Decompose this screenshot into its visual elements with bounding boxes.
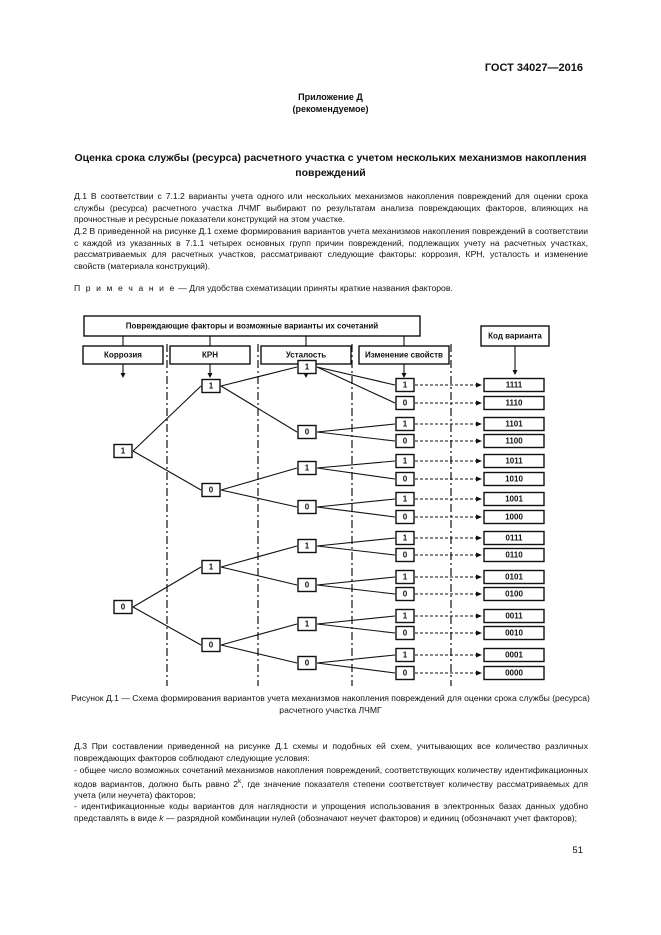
condition-1-text-b: , где значение показателя степени соответствует количеству рассматриваемых для учета (или неучета) факторов; xyxy=(74,778,588,801)
variant-code-14-label: 0001 xyxy=(505,650,523,660)
factor-krn-arrow-head xyxy=(208,373,213,378)
level3-node-3-label: 0 xyxy=(304,502,310,512)
edge-l2-3-b xyxy=(221,645,297,663)
variant-code-10-label: 0101 xyxy=(505,572,523,582)
edge-l2-2-b xyxy=(221,567,297,585)
level4-node-12-label: 1 xyxy=(402,611,408,621)
level3-node-7-label: 0 xyxy=(304,658,310,668)
appendix-status: (рекомендуемое) xyxy=(292,104,369,114)
edge-to-code-13-head xyxy=(476,631,482,636)
level4-node-9-label: 0 xyxy=(402,550,408,560)
edge-to-code-9-head xyxy=(476,553,482,558)
figure-caption: Рисунок Д.1 — Схема формирования вариантов учета механизмов накопления повреждений для оценки срока службы (ресурса) расчетного участка ЛЧМГ xyxy=(71,693,590,715)
level2-node-3-label: 0 xyxy=(208,640,214,650)
variant-code-9-label: 0110 xyxy=(505,550,523,560)
edge-l3-4-a xyxy=(317,538,395,546)
edge-to-code-15-head xyxy=(476,671,482,676)
edge-l3-1-b xyxy=(317,432,395,441)
edge-to-code-12-head xyxy=(476,614,482,619)
level3-node-6-label: 1 xyxy=(304,619,310,629)
level1-node-1-label: 0 xyxy=(120,602,126,612)
level3-node-1-label: 0 xyxy=(304,427,310,437)
note-text: — Для удобства схематизации приняты краткие названия факторов. xyxy=(175,283,453,293)
factor-krn-label: КРН xyxy=(202,350,218,360)
condition-item-2 xyxy=(74,801,588,824)
edge-l2-2-a xyxy=(221,546,297,567)
edge-l2-3-a xyxy=(221,624,297,645)
level4-node-1-label: 0 xyxy=(402,398,408,408)
level3-node-0-label: 1 xyxy=(304,362,310,372)
edge-l3-7-b xyxy=(317,663,395,673)
edge-to-code-11-head xyxy=(476,592,482,597)
page-number: 51 xyxy=(572,845,583,856)
level4-node-7-label: 0 xyxy=(402,512,408,522)
variant-code-8-label: 0111 xyxy=(505,533,523,543)
edge-l3-0-a xyxy=(317,367,395,385)
level4-node-10-label: 1 xyxy=(402,572,408,582)
variant-code-12-label: 0011 xyxy=(505,611,523,621)
factor-corrosion-arrow-head xyxy=(121,373,126,378)
variant-code-7-label: 1000 xyxy=(505,512,523,522)
edge-l3-2-a xyxy=(317,461,395,468)
edge-l3-4-b xyxy=(317,546,395,555)
level4-node-15-label: 0 xyxy=(402,668,408,678)
level3-node-4-label: 1 xyxy=(304,541,310,551)
edge-l3-7-a xyxy=(317,655,395,663)
factor-fatigue-label: Усталость xyxy=(285,350,327,360)
edge-l3-6-b xyxy=(317,624,395,633)
code-arrow-head xyxy=(513,370,518,375)
edge-to-code-1-head xyxy=(476,401,482,406)
variant-code-3-label: 1100 xyxy=(505,436,523,446)
variant-code-0-label: 1111 xyxy=(505,380,523,390)
factor-corrosion-label: Коррозия xyxy=(104,350,142,360)
level4-node-14-label: 1 xyxy=(402,650,408,660)
level3-node-2-label: 1 xyxy=(304,463,310,473)
variant-code-11-label: 0100 xyxy=(505,589,523,599)
edge-l3-0-b xyxy=(317,367,395,403)
edge-l3-2-b xyxy=(317,468,395,479)
edge-l3-3-b xyxy=(317,507,395,517)
exponent-k: k xyxy=(238,778,242,785)
paragraph-d1: Д.1 В соответствии с 7.1.2 варианты учета одного или нескольких механизмов накопления повреждений для оценки срока службы (ресурса) расчетного участка ЛЧМГ выбирают по результатам анализа повреждающих факторов, влияющих на прочностные и ресурсные показатели конструкций на этом участке. xyxy=(74,191,588,225)
edge-to-code-2-head xyxy=(476,422,482,427)
condition-2-text-b: — разрядной комбинации нулей (обозначают неучет факторов) и единиц (обозначают учет факторов); xyxy=(163,812,578,823)
level4-node-5-label: 0 xyxy=(402,474,408,484)
paragraph-d2: Д.2 В приведенной на рисунке Д.1 схеме формирования вариантов учета механизмов накопления повреждений в соответствии с каждой из указанных в 7.1.1 четырех основных групп причин повреждений, подлежащих учету на расчетных участках, рассматриваемых для расчетных участков, рассматривают следующие факторы: коррозия, КРН, усталость и изменение свойств (материала конструкций). xyxy=(74,226,588,271)
level4-node-3-label: 0 xyxy=(402,436,408,446)
variant-code-15-label: 0000 xyxy=(505,668,523,678)
variant-code-1-label: 1110 xyxy=(505,398,523,408)
level4-node-4-label: 1 xyxy=(402,456,408,466)
level4-node-13-label: 0 xyxy=(402,628,408,638)
edge-to-code-3-head xyxy=(476,439,482,444)
edge-to-code-8-head xyxy=(476,536,482,541)
edge-l3-6-a xyxy=(317,616,395,624)
edge-to-code-10-head xyxy=(476,575,482,580)
edge-to-code-14-head xyxy=(476,653,482,658)
condition-item-1 xyxy=(74,765,588,802)
edge-to-code-0-head xyxy=(476,383,482,388)
edge-l3-1-a xyxy=(317,424,395,432)
edge-to-code-6-head xyxy=(476,497,482,502)
edge-l3-5-a xyxy=(317,577,395,585)
condition-2-text-a: - идентификационные коды вариантов для наглядности и упрощения использования в электронных базах данных удобно представлять в виде xyxy=(74,801,588,823)
paragraph-d3: Д.3 При составлении приведенной на рисунке Д.1 схемы и подобных ей схем, учитывающих все количество различных повреждающих факторов соблюдают следующие условия: xyxy=(74,741,588,763)
edge-l2-0-a xyxy=(221,367,297,386)
code-header-label: Код варианта xyxy=(488,331,542,341)
edge-l2-1-a xyxy=(221,468,297,490)
level4-node-11-label: 0 xyxy=(402,589,408,599)
variant-code-5-label: 1010 xyxy=(505,474,523,484)
level2-node-0-label: 1 xyxy=(208,381,214,391)
note-label: П р и м е ч а н и е xyxy=(74,283,176,293)
appendix-title: Приложение Д xyxy=(298,92,363,102)
factor-property-change-label: Изменение свойств xyxy=(365,350,443,360)
edge-to-code-5-head xyxy=(476,477,482,482)
variant-code-4-label: 1011 xyxy=(505,456,523,466)
factor-property-change-arrow-head xyxy=(402,373,407,378)
edge-to-code-4-head xyxy=(476,459,482,464)
standard-number: ГОСТ 34027—2016 xyxy=(484,62,583,74)
variant-code-2-label: 1101 xyxy=(505,419,523,429)
level4-node-6-label: 1 xyxy=(402,494,408,504)
variant-code-6-label: 1001 xyxy=(505,494,523,504)
k-variable: k xyxy=(159,812,164,823)
level2-node-2-label: 1 xyxy=(208,562,214,572)
level1-node-0-label: 1 xyxy=(120,446,126,456)
factors-header-label: Повреждающие факторы и возможные варианты их сочетаний xyxy=(125,321,379,331)
level4-node-0-label: 1 xyxy=(402,380,408,390)
condition-1-text-a: - общее число возможных сочетаний механизмов накопления повреждений, соответствующих количеству идентификационных кодов вариантов, должно быть равно 2 xyxy=(74,765,588,789)
edge-to-code-7-head xyxy=(476,515,482,520)
edge-l2-0-b xyxy=(221,386,297,432)
level2-node-1-label: 0 xyxy=(208,485,214,495)
variant-code-13-label: 0010 xyxy=(505,628,523,638)
edge-l3-5-b xyxy=(317,585,395,594)
section-title: Оценка срока службы (ресурса) расчетного участка с учетом нескольких механизмов накопления повреждений xyxy=(74,152,587,179)
level4-node-8-label: 1 xyxy=(402,533,408,543)
edge-l3-3-a xyxy=(317,499,395,507)
level3-node-5-label: 0 xyxy=(304,580,310,590)
level4-node-2-label: 1 xyxy=(402,419,408,429)
edge-l2-1-b xyxy=(221,490,297,507)
